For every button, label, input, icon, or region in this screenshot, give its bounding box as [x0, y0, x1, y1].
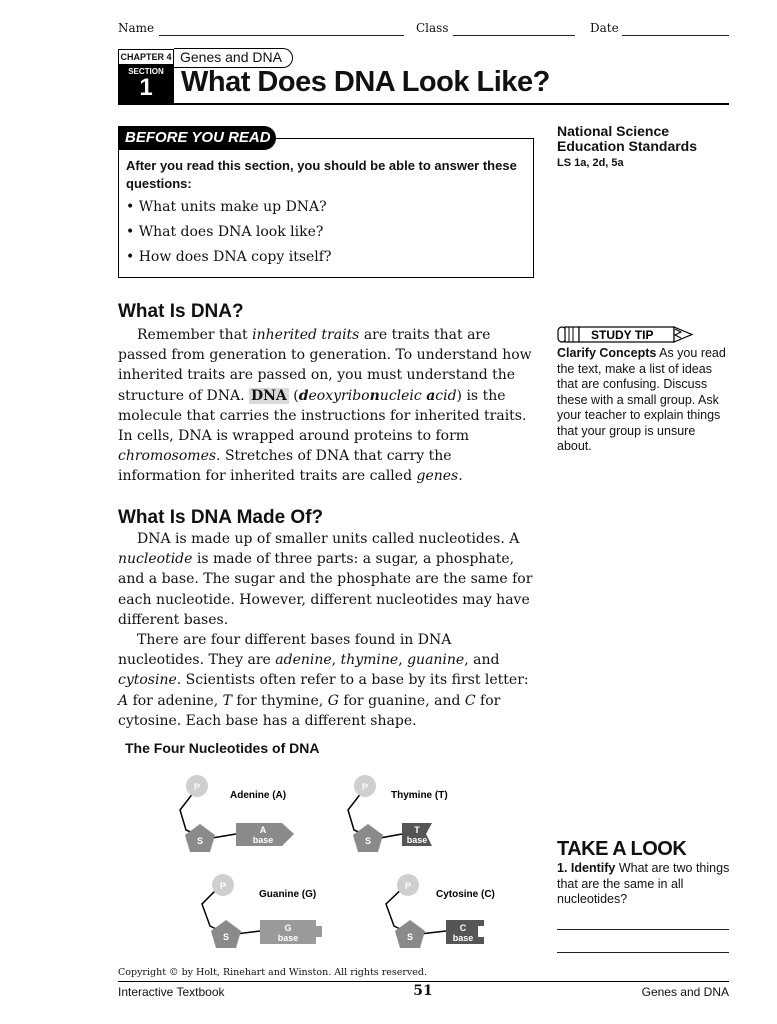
svg-text:Cytosine (C): Cytosine (C)	[436, 889, 495, 900]
take-a-look-heading: TAKE A LOOK	[557, 838, 687, 860]
svg-text:Guanine (G): Guanine (G)	[259, 889, 317, 900]
class-field[interactable]	[453, 35, 575, 36]
footer-chapter: Genes and DNA	[641, 985, 729, 999]
svg-text:P: P	[193, 782, 201, 792]
svg-text:base: base	[277, 933, 299, 943]
question-item: • How does DNA copy itself?	[126, 249, 332, 265]
svg-text:P: P	[404, 881, 412, 891]
name-field[interactable]	[159, 35, 404, 36]
date-label: Date	[590, 21, 619, 35]
standards-heading: National Science Education Standards	[557, 123, 698, 154]
svg-text:P: P	[361, 782, 369, 792]
question-item: • What units make up DNA?	[126, 199, 327, 215]
section-heading: What Is DNA?	[118, 301, 244, 322]
study-tip-text: Clarify Concepts As you read the text, make a list of ideas that are confusing. Discuss these with a small group. Ask your teacher to explain things that your group is unsure about.	[557, 346, 726, 453]
date-field[interactable]	[622, 35, 729, 36]
svg-text:S: S	[406, 932, 414, 942]
name-label: Name	[118, 21, 155, 35]
before-you-read-tab: BEFORE YOU READ	[118, 126, 276, 150]
footer-book: Interactive Textbook	[118, 985, 225, 999]
vocab-term: DNA	[250, 387, 287, 404]
svg-text:C: C	[459, 923, 467, 933]
class-label: Class	[416, 21, 449, 35]
section-heading: What Is DNA Made Of?	[118, 507, 324, 528]
before-you-read-intro: After you read this section, you should be able to answer these questions:	[126, 158, 517, 191]
svg-text:base: base	[252, 835, 274, 845]
svg-text:S: S	[364, 836, 372, 846]
question-item: • What does DNA look like?	[126, 224, 324, 240]
standards-codes: LS 1a, 2d, 5a	[557, 157, 624, 169]
nucleotide-thymine	[348, 775, 448, 852]
page-title: What Does DNA Look Like?	[181, 66, 550, 98]
chapter-label: CHAPTER 4	[118, 49, 174, 65]
title-rule	[118, 103, 729, 105]
svg-text:P: P	[219, 881, 227, 891]
nucleotide-cytosine	[386, 874, 495, 948]
svg-text:S: S	[222, 932, 230, 942]
footer-rule	[118, 981, 729, 982]
svg-text:base: base	[406, 835, 428, 845]
svg-text:STUDY TIP: STUDY TIP	[591, 328, 654, 342]
study-tip-badge	[557, 324, 697, 346]
nucleotides-diagram	[170, 770, 530, 960]
svg-text:G: G	[284, 923, 292, 933]
paragraph: DNA is made up of smaller units called nucleotides. A nucleotide is made of three parts: a sugar, a phosphate, and a base. The sugar and the phosphate are the same for each nucleotide. However, different nucleotides may have different bases. There are four different bases found in DNA nucleotides. They are adenine, thymine, guanine, and cytosine. Scientists often refer to a base by its first letter: A for adenine, T for thymine, G for guanine, and C for cytosine. Each base has a different shape.	[118, 531, 533, 729]
copyright: Copyright © by Holt, Rinehart and Winston. All rights reserved.	[118, 967, 427, 978]
nucleotide-guanine	[202, 874, 322, 948]
take-a-look-question: 1. Identify What are two things that are the same in all nucleotides?	[557, 861, 730, 906]
page-number: 51	[413, 983, 433, 999]
paragraph: Remember that inherited traits are traits that are passed from generation to generation. To understand how inherited traits are passed on, you must understand the structure of DNA. DNA (deoxyribonucleic acid) is the molecule that carries the instructions for inherited traits. In cells, DNA is wrapped around proteins to form chromosomes. Stretches of DNA that carry the information for inherited traits are called genes.	[118, 327, 532, 485]
svg-text:Adenine (A): Adenine (A)	[230, 790, 287, 801]
answer-line[interactable]	[557, 929, 729, 930]
section-label: SECTION	[128, 67, 164, 76]
nucleotide-adenine	[180, 775, 294, 852]
svg-text:base: base	[452, 933, 474, 943]
svg-text:T: T	[414, 825, 420, 835]
section-number: 1	[139, 74, 153, 101]
answer-line[interactable]	[557, 952, 729, 953]
svg-text:S: S	[196, 836, 204, 846]
svg-text:Thymine (T): Thymine (T)	[391, 790, 448, 801]
svg-text:A: A	[259, 825, 267, 835]
chapter-title: Genes and DNA	[174, 48, 293, 68]
figure-title: The Four Nucleotides of DNA	[125, 740, 320, 756]
